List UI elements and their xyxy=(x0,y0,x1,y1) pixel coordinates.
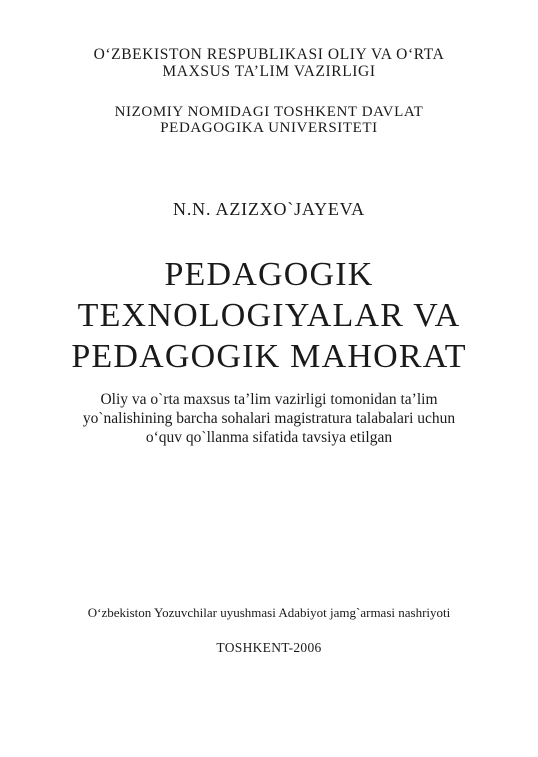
ministry-heading xyxy=(0,46,538,80)
ministry-line-2: MAXSUS TA’LIM VAZIRLIGI xyxy=(162,63,376,80)
university-line-1: NIZOMIY NOMIDAGI TOSHKENT DAVLAT xyxy=(114,104,424,120)
title-line-3: PEDAGOGIK MAHORAT xyxy=(71,338,467,375)
city-year xyxy=(0,640,538,656)
author-name xyxy=(0,199,538,219)
university-line-2: PEDAGOGIKA UNIVERSITETI xyxy=(160,120,378,136)
approval-note xyxy=(0,390,538,447)
publisher-name xyxy=(0,605,538,621)
title-line-1: PEDAGOGIK xyxy=(164,256,374,293)
publisher-line: O‘zbekiston Yozuvchilar uyushmasi Adabiyot jamg`armasi nashriyoti xyxy=(87,605,451,620)
author-line: N.N. AZIZXO`JAYEVA xyxy=(173,199,365,219)
title-line-2: TEXNOLOGIYALAR VA xyxy=(77,297,461,334)
ministry-line-1: O‘ZBEKISTON RESPUBLIKASI OLIY VA O‘RTA xyxy=(93,46,445,63)
approval-line-1: Oliy va o`rta maxsus ta’lim vazirligi tomonidan ta’lim xyxy=(100,391,438,408)
city-year-line: TOSHKENT-2006 xyxy=(216,640,322,655)
university-heading xyxy=(0,104,538,136)
approval-line-3: o‘quv qo`llanma sifatida tavsiya etilgan xyxy=(145,429,393,446)
book-title xyxy=(0,254,538,377)
approval-line-2: yo`nalishining barcha sohalari magistratura talabalari uchun xyxy=(82,410,456,427)
